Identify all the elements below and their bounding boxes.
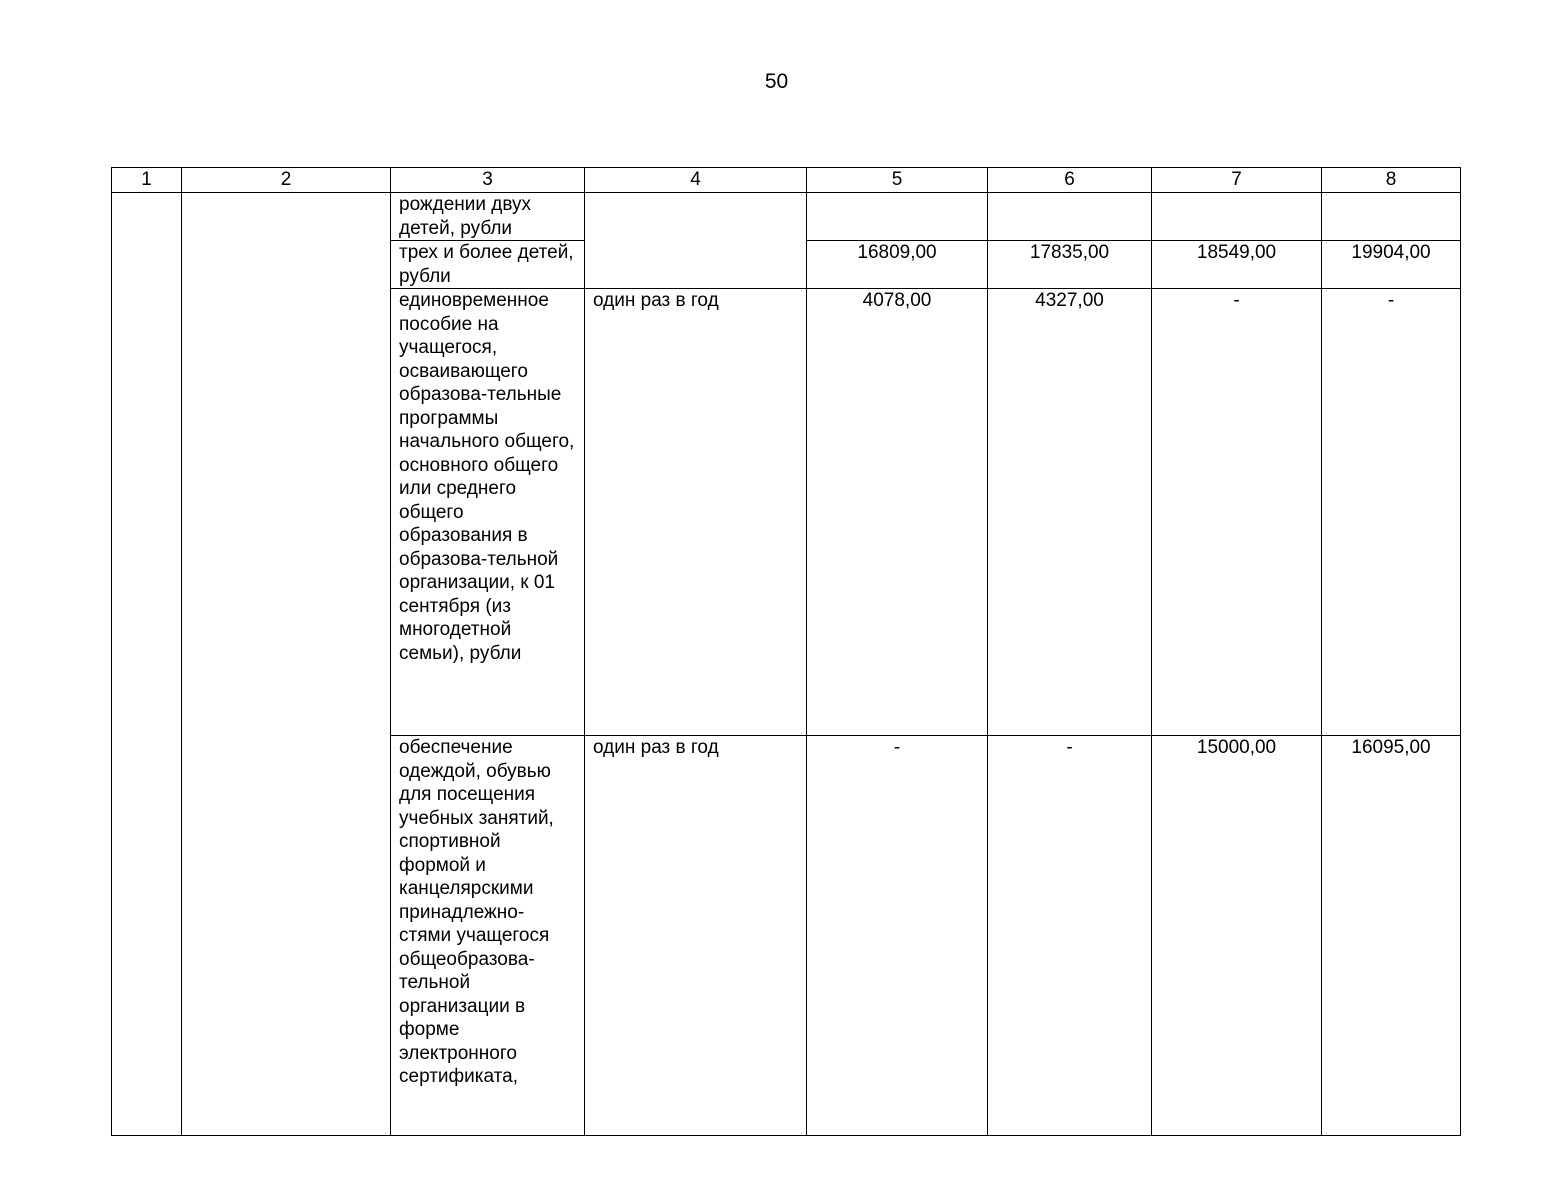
benefit-description: обеспечение одеждой, обувью для посещения учебных занятий, спортивной формой и канцелярскими принадлежно-стями учащегося общеобразова-тельной организации в форме электронного сертификата, [391, 736, 585, 1136]
benefit-description: единовременное пособие на учащегося, осваивающего образова-тельные программы начального общего, основного общего или среднего общего образования в образова-тельной организации, к 01 сентября (из многодетной семьи), рубли [391, 289, 585, 736]
column-header: 6 [988, 168, 1152, 193]
value-cell [807, 193, 988, 241]
value-cell: 4327,00 [988, 289, 1152, 736]
benefit-description: трех и более детей, рубли [391, 241, 585, 289]
column-header: 5 [807, 168, 988, 193]
value-cell: 15000,00 [1152, 736, 1322, 1136]
column-header: 4 [585, 168, 807, 193]
column-2-cell [182, 193, 391, 1136]
benefits-table [111, 167, 1461, 1136]
value-cell: - [988, 736, 1152, 1136]
value-cell: 16809,00 [807, 241, 988, 289]
benefit-description: рождении двух детей, рубли [391, 193, 585, 241]
column-header: 7 [1152, 168, 1322, 193]
column-1-cell [112, 193, 182, 1136]
value-cell [988, 193, 1152, 241]
value-cell: 17835,00 [988, 241, 1152, 289]
value-cell [1152, 193, 1322, 241]
value-cell: 4078,00 [807, 289, 988, 736]
page-number: 50 [764, 70, 789, 93]
value-cell: 18549,00 [1152, 241, 1322, 289]
table-header-row [112, 168, 1461, 193]
column-header: 8 [1322, 168, 1461, 193]
value-cell: - [1152, 289, 1322, 736]
value-cell [1322, 193, 1461, 241]
column-header: 2 [182, 168, 391, 193]
value-cell: - [1322, 289, 1461, 736]
column-header: 1 [112, 168, 182, 193]
value-cell: 16095,00 [1322, 736, 1461, 1136]
column-header: 3 [391, 168, 585, 193]
value-cell: - [807, 736, 988, 1136]
value-cell: 19904,00 [1322, 241, 1461, 289]
table-row [112, 193, 1461, 241]
benefit-period: один раз в год [585, 736, 807, 1136]
benefit-period: один раз в год [585, 289, 807, 736]
benefit-period [585, 193, 807, 289]
